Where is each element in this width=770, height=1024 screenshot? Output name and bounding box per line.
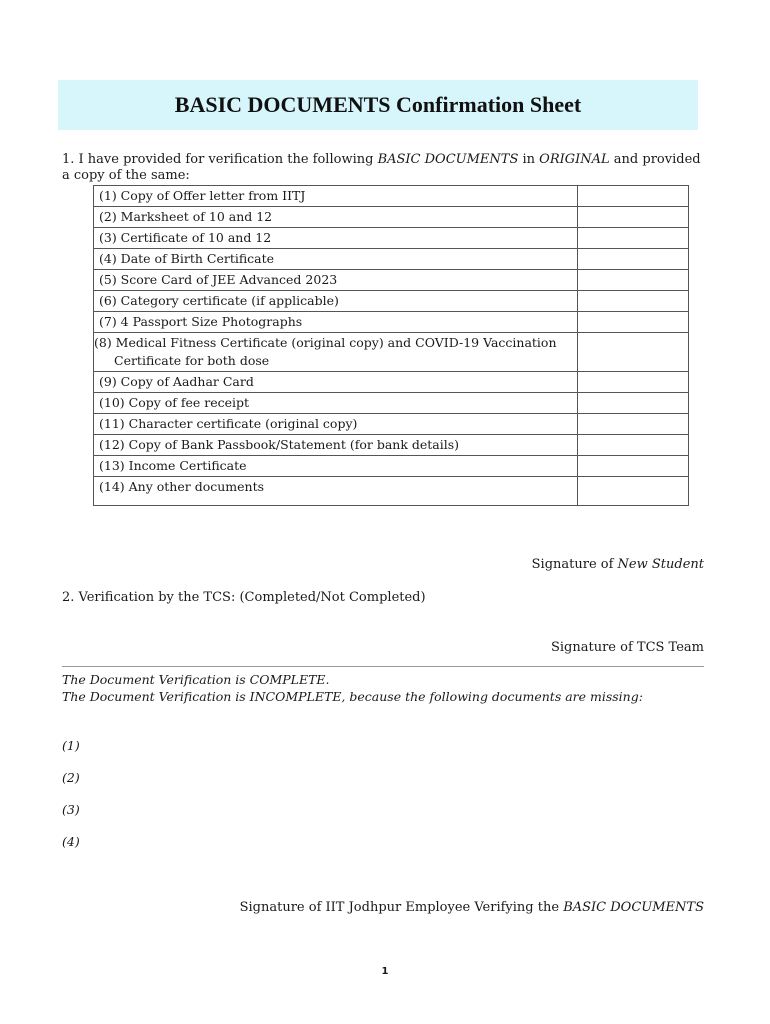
documents-table [93,185,689,506]
document-label: (10) Copy of fee receipt [94,393,578,414]
table-row [94,186,689,207]
signature-new-student [532,557,704,572]
sig-employee-emph: BASIC DOCUMENTS [563,900,704,915]
check-cell[interactable] [578,228,689,249]
check-cell[interactable] [578,435,689,456]
document-label: (7) 4 Passport Size Photographs [94,312,578,333]
check-cell[interactable] [578,333,689,372]
sig-employee-prefix: Signature of IIT Jodhpur Employee Verifying the [239,900,564,915]
intro-suffix: and provided a copy of the same: [62,152,701,183]
check-cell[interactable] [578,477,689,506]
intro-emph-original: ORIGINAL [539,152,610,167]
document-label: (8) Medical Fitness Certificate (original copy) and COVID-19 Vaccination Certificate for both dose [94,333,578,372]
check-cell[interactable] [578,270,689,291]
table-row [94,291,689,312]
check-cell[interactable] [578,312,689,333]
table-row [94,333,689,372]
document-label: (4) Date of Birth Certificate [94,249,578,270]
signature-tcs-team: Signature of TCS Team [550,640,704,655]
sig-student-emph: New Student [617,557,704,572]
check-cell[interactable] [578,372,689,393]
document-label: (9) Copy of Aadhar Card [94,372,578,393]
page-title: BASIC DOCUMENTS Confirmation Sheet [174,92,582,117]
intro-mid: in [518,152,540,167]
table-row [94,456,689,477]
page-number: 1 [381,966,389,977]
missing-item: (1) [62,738,80,753]
table-row [94,372,689,393]
check-cell[interactable] [578,456,689,477]
table-row [94,228,689,249]
check-cell[interactable] [578,249,689,270]
document-label: (13) Income Certificate [94,456,578,477]
check-cell[interactable] [578,207,689,228]
document-label: (11) Character certificate (original copy) [94,414,578,435]
document-label: (5) Score Card of JEE Advanced 2023 [94,270,578,291]
intro-emph-basic: BASIC DOCUMENTS [377,152,519,167]
document-label: (14) Any other documents [94,477,578,506]
table-row [94,270,689,291]
document-label: (2) Marksheet of 10 and 12 [94,207,578,228]
document-label: (1) Copy of Offer letter from IITJ [94,186,578,207]
check-cell[interactable] [578,291,689,312]
missing-item: (4) [62,834,80,849]
table-row [94,207,689,228]
document-label: (6) Category certificate (if applicable) [94,291,578,312]
title-band [58,80,698,130]
section1-intro [62,152,707,184]
table-row [94,249,689,270]
check-cell[interactable] [578,186,689,207]
table-row [94,393,689,414]
missing-item: (3) [62,802,80,817]
sig-student-prefix: Signature of [531,557,618,572]
table-row [94,477,689,506]
table-row [94,435,689,456]
check-cell[interactable] [578,393,689,414]
signature-iitj-employee [240,900,704,915]
verification-line: 2. Verification by the TCS: (Completed/Not Completed) [62,590,426,605]
document-label: (12) Copy of Bank Passbook/Statement (for bank details) [94,435,578,456]
divider [62,666,704,667]
check-cell[interactable] [578,414,689,435]
table-row [94,414,689,435]
intro-prefix: 1. I have provided for verification the following [62,152,378,167]
missing-item: (2) [62,770,80,785]
document-label: (3) Certificate of 10 and 12 [94,228,578,249]
statement-incomplete: The Document Verification is INCOMPLETE, because the following documents are missing: [62,689,643,704]
statement-complete: The Document Verification is COMPLETE. [62,672,330,687]
table-row [94,312,689,333]
